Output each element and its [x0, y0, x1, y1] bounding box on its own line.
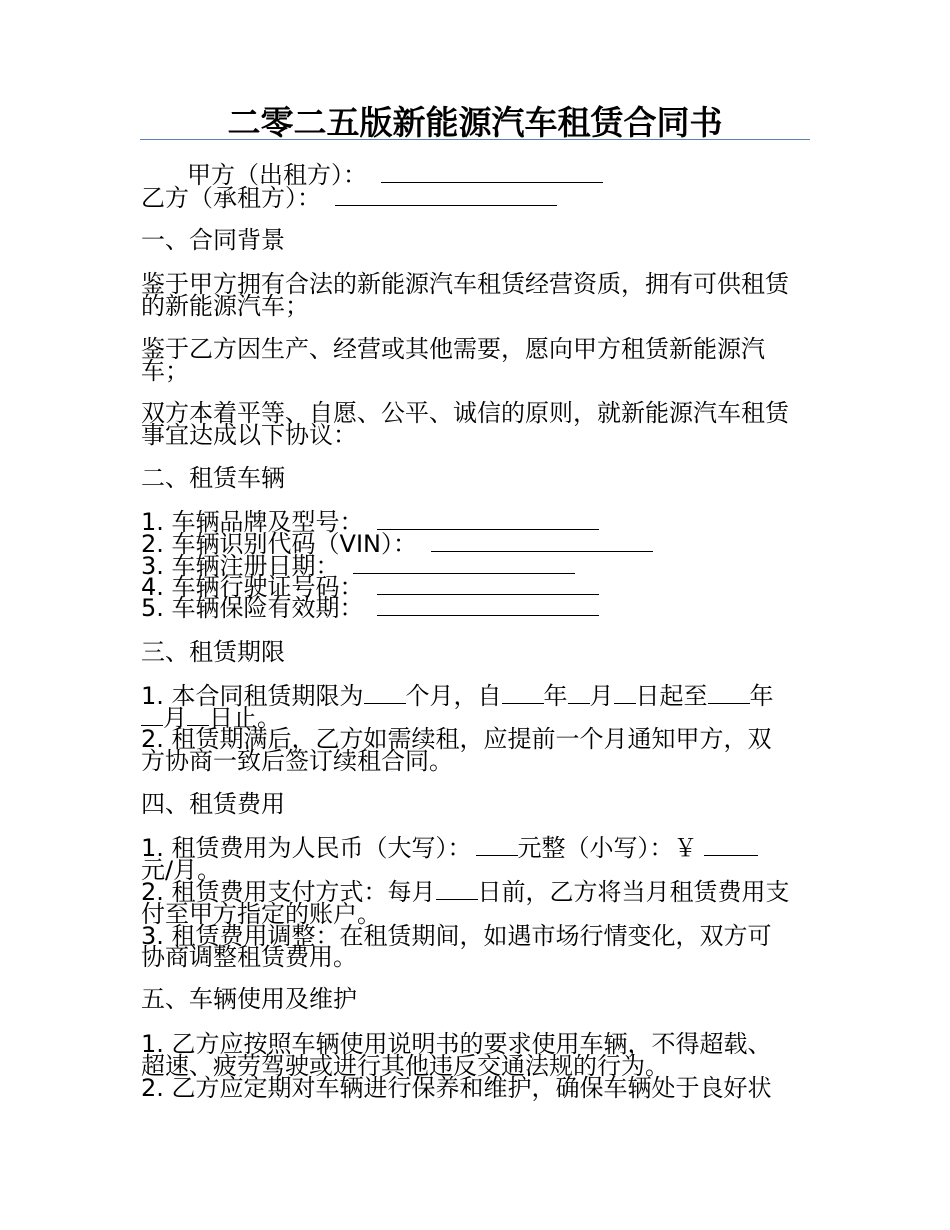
- renewal-line-2: 方协商一致后签订续租合同。: [141, 747, 453, 775]
- term-text-8: 日止。: [209, 704, 281, 732]
- section-1-para-1-line-2: 的新能源汽车；: [141, 292, 309, 320]
- vehicle-registration-blank[interactable]: [353, 553, 575, 574]
- fee-text-2: 元整（小写）：￥: [517, 834, 698, 862]
- vehicle-brand-blank[interactable]: [377, 509, 599, 530]
- renewal-line-1: 2. 租赁期满后，乙方如需续租，应提前一个月通知甲方，双: [141, 725, 772, 753]
- fee-adjust-line-1: 3. 租赁费用调整：在租赁期间，如遇市场行情变化，双方可: [141, 922, 772, 950]
- document-title: 二零二五版新能源汽车租赁合同书: [227, 103, 723, 142]
- vehicle-vin-label: 2. 车辆识别代码（VIN）：: [141, 530, 417, 558]
- term-text-5: 日起至: [635, 682, 708, 710]
- usage-item-2-line-1: 2. 乙方应定期对车辆进行保养和维护，确保车辆处于良好状: [141, 1074, 772, 1102]
- term-text-6: 年: [749, 682, 774, 710]
- vehicle-brand-label: 1. 车辆品牌及型号：: [141, 508, 364, 536]
- section-1-para-1-line-1: 鉴于甲方拥有合法的新能源汽车租赁经营资质，拥有可供租赁: [141, 270, 789, 298]
- term-text-4: 月: [589, 682, 614, 710]
- party-a-label: 甲方（出租方）：: [187, 161, 367, 189]
- vehicle-registration-label: 3. 车辆注册日期：: [141, 552, 340, 580]
- fee-amount-line-1: [141, 834, 758, 862]
- section-1-para-3-line-2: 事宜达成以下协议：: [141, 421, 357, 449]
- vehicle-insurance-blank[interactable]: [377, 595, 599, 616]
- party-b-line: [141, 184, 557, 212]
- usage-item-1-line-2: 超速、疲劳驾驶或进行其他违反交通法规的行为。: [141, 1052, 669, 1080]
- term-text-2: 个月，自: [405, 682, 502, 710]
- vehicle-license-label: 4. 车辆行驶证号码：: [141, 573, 364, 601]
- term-start-month-blank[interactable]: [568, 683, 590, 704]
- payment-day-blank[interactable]: [436, 879, 478, 900]
- party-b-blank[interactable]: [335, 185, 557, 206]
- party-a-blank[interactable]: [381, 162, 603, 183]
- usage-item-1-line-1: 1. 乙方应按照车辆使用说明书的要求使用车辆，不得超载、: [141, 1030, 772, 1058]
- term-end-year-blank[interactable]: [708, 683, 750, 704]
- term-months-blank[interactable]: [364, 683, 406, 704]
- term-end-day-blank[interactable]: [187, 705, 209, 726]
- section-1-heading: 一、合同背景: [141, 226, 285, 254]
- section-3-heading: 三、租赁期限: [141, 638, 285, 666]
- term-text-3: 年: [543, 682, 568, 710]
- section-4-heading: 四、租赁费用: [141, 790, 285, 818]
- term-text-1: 1. 本合同租赁期限为: [141, 682, 364, 710]
- term-text-7: 月: [163, 704, 187, 732]
- fee-amount-figures-blank[interactable]: [704, 835, 758, 856]
- fee-text-1: 1. 租赁费用为人民币（大写）：: [141, 834, 472, 862]
- section-5-heading: 五、车辆使用及维护: [141, 985, 357, 1013]
- term-start-day-blank[interactable]: [614, 683, 636, 704]
- section-1-para-2-line-2: 车；: [141, 357, 189, 385]
- fee-amount-line-2: 元/月。: [141, 856, 222, 884]
- vehicle-insurance-line: [141, 594, 599, 622]
- term-end-month-blank[interactable]: [141, 705, 163, 726]
- title-underline: [140, 139, 810, 140]
- fee-adjust-line-2: 协商调整租赁费用。: [141, 943, 357, 971]
- section-2-heading: 二、租赁车辆: [141, 464, 285, 492]
- term-start-year-blank[interactable]: [502, 683, 544, 704]
- section-1-para-3-line-1: 双方本着平等、自愿、公平、诚信的原则，就新能源汽车租赁: [141, 399, 789, 427]
- section-1-para-2-line-1: 鉴于乙方因生产、经营或其他需要，愿向甲方租赁新能源汽: [141, 335, 765, 363]
- vehicle-license-blank[interactable]: [377, 574, 599, 595]
- fee-amount-words-blank[interactable]: [476, 835, 518, 856]
- party-b-label: 乙方（承租方）：: [141, 184, 321, 212]
- vehicle-vin-blank[interactable]: [431, 531, 653, 552]
- payment-text-1: 2. 租赁费用支付方式：每月: [141, 878, 436, 906]
- vehicle-insurance-label: 5. 车辆保险有效期：: [141, 594, 364, 622]
- fee-payment-line-2: 付至甲方指定的账户。: [141, 900, 381, 928]
- payment-text-2: 日前，乙方将当月租赁费用支: [477, 878, 790, 906]
